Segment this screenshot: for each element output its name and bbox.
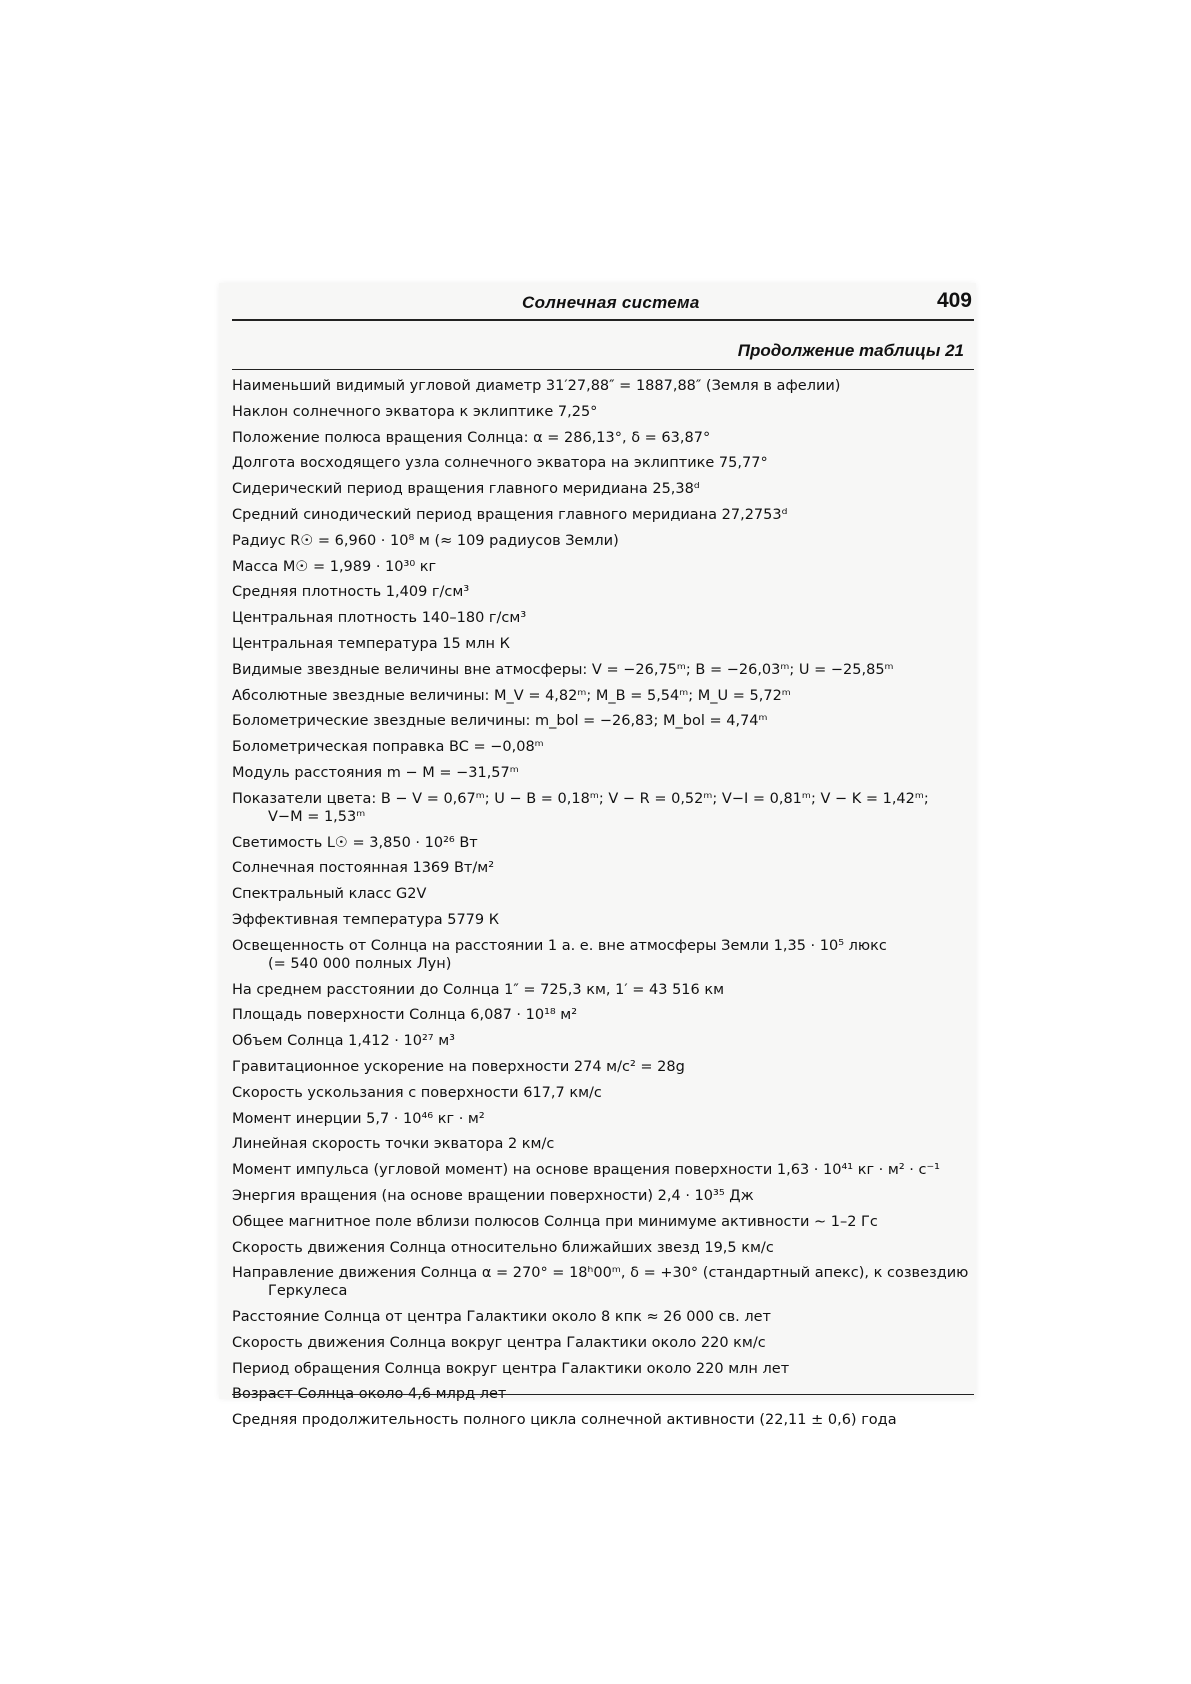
- parameter-text-continuation: (= 540 000 полных Лун): [268, 955, 452, 972]
- parameter-text: Болометрическая поправка BC = −0,08ᵐ: [232, 739, 544, 756]
- parameter-text: Радиус R☉ = 6,960 · 10⁸ м (≈ 109 радиусов Земли): [232, 532, 619, 549]
- parameter-row: [232, 712, 974, 730]
- parameter-row: [232, 1334, 974, 1352]
- parameter-text: Гравитационное ускорение на поверхности 274 м/с² = 28g: [232, 1058, 685, 1075]
- parameter-text: Объем Солнца 1,412 · 10²⁷ м³: [232, 1033, 455, 1050]
- parameter-text: Средний синодический период вращения главного меридиана 27,2753ᵈ: [232, 506, 788, 523]
- parameter-row: [232, 1264, 974, 1300]
- parameter-row: [232, 1308, 974, 1326]
- parameter-text: Направление движения Солнца α = 270° = 18ʰ00ᵐ, δ = +30° (стандартный апекс), к созвездию: [232, 1265, 969, 1282]
- parameter-row: [232, 911, 974, 929]
- parameter-row: [232, 687, 974, 705]
- parameter-text: Общее магнитное поле вблизи полюсов Солнца при минимуме активности ∼ 1–2 Гс: [232, 1213, 878, 1230]
- parameter-row: [232, 859, 974, 877]
- parameter-row: [232, 1161, 974, 1179]
- parameter-text: Светимость L☉ = 3,850 · 10²⁶ Вт: [232, 834, 478, 851]
- parameter-text: Положение полюса вращения Солнца: α = 286,13°, δ = 63,87°: [232, 429, 711, 446]
- parameter-row: [232, 583, 974, 601]
- parameter-text: Абсолютные звездные величины: M_V = 4,82ᵐ; M_B = 5,54ᵐ; M_U = 5,72ᵐ: [232, 687, 791, 704]
- parameter-text: Долгота восходящего узла солнечного экватора на эклиптике 75,77°: [232, 455, 768, 472]
- parameter-row: [232, 403, 974, 421]
- parameter-row: [232, 1084, 974, 1102]
- parameter-row: [232, 764, 974, 782]
- parameter-row: [232, 506, 974, 524]
- parameter-text: Средняя продолжительность полного цикла солнечной активности (22,11 ± 0,6) года: [232, 1412, 897, 1429]
- parameter-text: Солнечная постоянная 1369 Вт/м²: [232, 860, 495, 877]
- parameter-text: Площадь поверхности Солнца 6,087 · 10¹⁸ м²: [232, 1007, 578, 1024]
- table-top-rule: [232, 369, 974, 370]
- parameter-text: Сидерический период вращения главного меридиана 25,38ᵈ: [232, 481, 700, 498]
- parameter-text: На среднем расстоянии до Солнца 1″ = 725,3 км, 1′ = 43 516 км: [232, 981, 725, 998]
- parameter-text: Болометрические звездные величины: m_bol = −26,83; M_bol = 4,74ᵐ: [232, 713, 768, 730]
- parameter-row: [232, 1006, 974, 1024]
- parameter-row: [232, 454, 974, 472]
- parameter-row: [232, 532, 974, 550]
- parameter-text: Спектральный класс G2V: [232, 886, 427, 903]
- table-bottom-rule: [232, 1394, 974, 1395]
- parameter-row: [232, 937, 974, 973]
- parameter-text: Период обращения Солнца вокруг центра Галактики около 220 млн лет: [232, 1360, 790, 1377]
- parameter-row: [232, 429, 974, 447]
- parameter-row: [232, 834, 974, 852]
- parameter-text: Расстояние Солнца от центра Галактики около 8 кпк ≈ 26 000 св. лет: [232, 1309, 771, 1326]
- parameter-text: Видимые звездные величины вне атмосферы: V = −26,75ᵐ; B = −26,03ᵐ; U = −25,85ᵐ: [232, 661, 894, 678]
- parameter-text: Скорость движения Солнца вокруг центра Галактики около 220 км/с: [232, 1334, 766, 1351]
- parameter-row: [232, 1058, 974, 1076]
- parameter-text: Скорость ускользания с поверхности 617,7 км/с: [232, 1084, 602, 1101]
- parameter-row: [232, 480, 974, 498]
- parameter-row: [232, 1135, 974, 1153]
- parameter-text: Скорость движения Солнца относительно ближайших звезд 19,5 км/с: [232, 1239, 774, 1256]
- parameter-text: Центральная температура 15 млн К: [232, 635, 510, 652]
- parameter-text: Освещенность от Солнца на расстоянии 1 а. е. вне атмосферы Земли 1,35 · 10⁵ люкс: [232, 937, 887, 954]
- parameter-row: [232, 1032, 974, 1050]
- parameter-text-continuation: Геркулеса: [268, 1283, 348, 1300]
- parameter-row: [232, 981, 974, 999]
- parameter-row: [232, 1213, 974, 1231]
- parameter-text: Средняя плотность 1,409 г/см³: [232, 584, 470, 601]
- parameter-row: [232, 661, 974, 679]
- parameter-row: [232, 377, 974, 395]
- parameter-row: [232, 635, 974, 653]
- parameter-text: Модуль расстояния m − M = −31,57ᵐ: [232, 764, 519, 781]
- parameter-text: Возраст Солнца около 4,6 млрд лет: [232, 1386, 507, 1403]
- page-number: 409: [936, 289, 972, 312]
- parameter-row: [232, 1411, 974, 1429]
- parameter-row: [232, 1187, 974, 1205]
- parameter-row: [232, 790, 974, 826]
- parameter-text: Наименьший видимый угловой диаметр 31′27,88″ = 1887,88″ (Земля в афелии): [232, 378, 841, 394]
- parameter-row: [232, 1110, 974, 1128]
- parameter-text: Линейная скорость точки экватора 2 км/с: [232, 1136, 555, 1153]
- parameter-row: [232, 738, 974, 756]
- parameter-row: [232, 609, 974, 627]
- parameter-text: Показатели цвета: B − V = 0,67ᵐ; U − B = 0,18ᵐ; V − R = 0,52ᵐ; V−I = 0,81ᵐ; V − K = 1,42ᵐ;: [232, 790, 929, 807]
- parameter-text: Момент импульса (угловой момент) на основе вращения поверхности 1,63 · 10⁴¹ кг · м² · с⁻¹: [232, 1162, 940, 1179]
- parameter-text: Наклон солнечного экватора к эклиптике 7,25°: [232, 403, 598, 420]
- parameter-text: Момент инерции 5,7 · 10⁴⁶ кг · м²: [232, 1110, 485, 1127]
- parameter-text: Центральная плотность 140–180 г/см³: [232, 610, 527, 627]
- parameter-text-continuation: V−M = 1,53ᵐ: [268, 808, 366, 825]
- parameter-row: [232, 558, 974, 576]
- running-header: [232, 289, 974, 321]
- parameter-row: [232, 1239, 974, 1257]
- running-title: Солнечная система: [522, 293, 700, 312]
- table-continuation-label: Продолжение таблицы 21: [737, 341, 964, 360]
- sun-parameters-list: [232, 377, 974, 1437]
- parameter-text: Масса M☉ = 1,989 · 10³⁰ кг: [232, 558, 437, 575]
- parameter-row: [232, 885, 974, 903]
- parameter-text: Эффективная температура 5779 К: [232, 911, 500, 928]
- parameter-row: [232, 1360, 974, 1378]
- parameter-text: Энергия вращения (на основе вращении поверхности) 2,4 · 10³⁵ Дж: [232, 1187, 754, 1204]
